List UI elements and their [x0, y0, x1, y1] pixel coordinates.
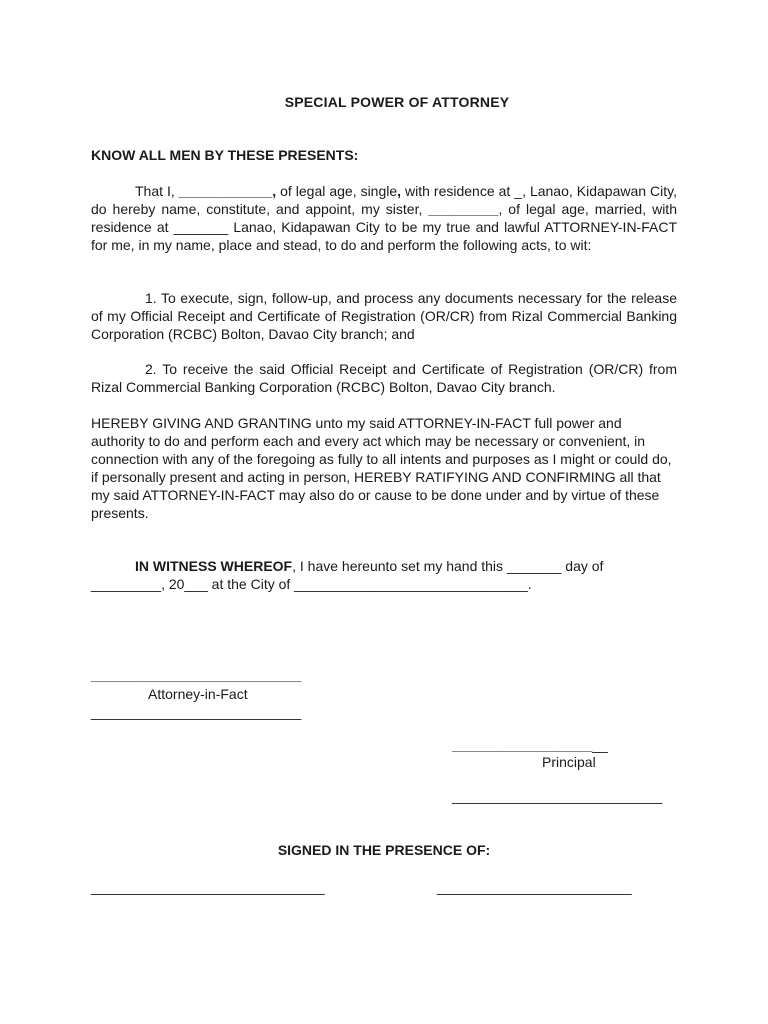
- presence-heading: SIGNED IN THE PRESENCE OF:: [277, 842, 491, 858]
- witness-whereof-text: , I have hereunto set my hand this _______ day of _________, 20___ at the City of ______________________________.: [91, 558, 604, 592]
- appointment-paragraph: [91, 182, 677, 254]
- appointment-comma: ,: [397, 183, 402, 199]
- appointment-text-b: of legal age, single: [276, 183, 398, 199]
- appointment-text-c: with residence at _, Lanao, Kidapawan City, do hereby name, constitute, and appoint, my sister,: [91, 183, 677, 217]
- appointment-text-d: , of legal age, married, with residence at _______ Lanao, Kidapawan City to be my true and lawful ATTORNEY-IN-FACT for me, in my name, place and stead, to do and perform the following acts, to wit:: [91, 201, 677, 253]
- witness-line-left: ______________________________: [91, 879, 325, 895]
- attorney-signature-line: ___________________________: [91, 667, 302, 683]
- principal-line-bold: __________________: [452, 737, 593, 753]
- document-title: SPECIAL POWER OF ATTORNEY: [284, 94, 510, 110]
- principal-label: Principal: [542, 754, 596, 770]
- principal-name-blank: ____________,: [178, 183, 277, 199]
- act-item-2: [91, 360, 677, 396]
- witness-paragraph: [91, 557, 677, 593]
- principal-signature-block: [452, 737, 682, 804]
- act-item-2-text: 2. To receive the said Official Receipt and Certificate of Registration (OR/CR) from Rizal Commercial Banking Corporation (RCBC) Bolton, Davao City branch.: [91, 361, 677, 395]
- act-item-1: [91, 289, 677, 343]
- witness-whereof-bold: IN WITNESS WHEREOF: [135, 558, 293, 574]
- attorney-signature-block: [91, 667, 311, 720]
- witness-line-right: _________________________: [437, 879, 632, 895]
- principal-line-tail: __: [592, 737, 608, 753]
- attorney-label: Attorney-in-Fact: [148, 686, 248, 702]
- attorney-name-blank: _________: [428, 201, 499, 217]
- attorney-secondary-line: ___________________________: [91, 704, 302, 720]
- principal-secondary-line: ___________________________: [452, 788, 663, 804]
- act-item-1-text: 1. To execute, sign, follow-up, and process any documents necessary for the release of my Official Receipt and Certificate of Registration (OR/CR) from Rizal Commercial Banking Corporation (RCBC) Bolton, Davao City branch; and: [91, 290, 677, 342]
- preamble-heading: KNOW ALL MEN BY THESE PRESENTS:: [91, 147, 359, 163]
- appointment-text-a: That I,: [135, 183, 179, 199]
- principal-signature-line: [452, 737, 682, 753]
- granting-paragraph: HEREBY GIVING AND GRANTING unto my said ATTORNEY-IN-FACT full power and authority to do and perform each and every act which may be necessary or convenient, in connection with any of the foregoing as fully to all intents and purposes as I might or could do, if personally present and acting in person, HEREBY RATIFYING AND CONFIRMING all that my said ATTORNEY-IN-FACT may also do or cause to be done under and by virtue of these presents.: [91, 415, 672, 521]
